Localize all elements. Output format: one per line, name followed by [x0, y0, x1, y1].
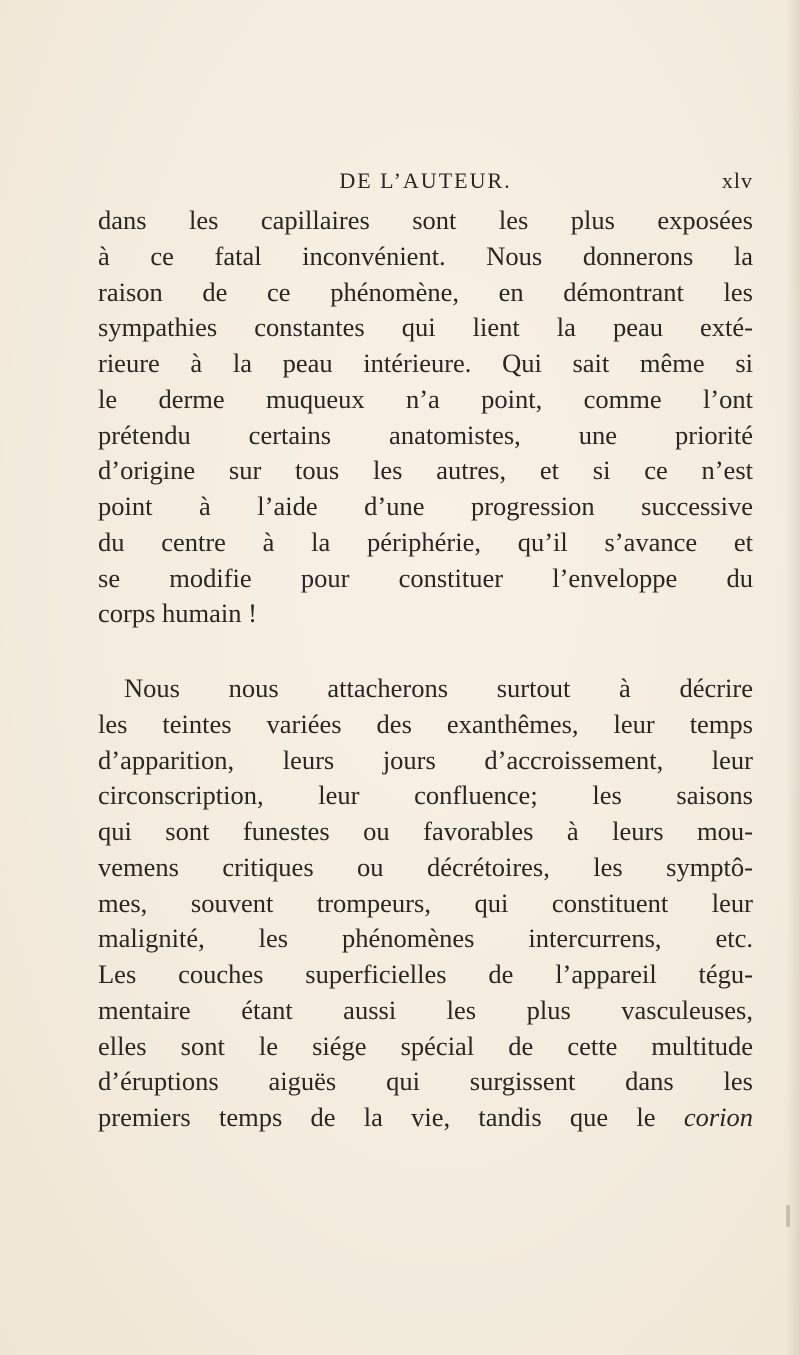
- last-line-text: premiers temps de la vie, tandis que le: [98, 1102, 656, 1132]
- text-line: mes, souvent trompeurs, qui constituent leur: [98, 887, 753, 918]
- body-text: [98, 203, 753, 1136]
- paper-blemish: [786, 1205, 790, 1227]
- paragraph-2: [98, 671, 753, 1136]
- text-line: prétendu certains anatomistes, une priorité: [98, 419, 753, 450]
- text-line: circonscription, leur confluence; les saisons: [98, 780, 753, 811]
- text-line: dans les capillaires sont les plus exposées: [98, 205, 753, 235]
- text-line: corps humain !: [98, 598, 257, 629]
- text-line: les teintes variées des exanthêmes, leur temps: [98, 708, 753, 739]
- text-line: point à l’aide d’une progression successive: [98, 491, 753, 521]
- text-line: Les couches superficielles de l’appareil tégu-: [98, 959, 753, 989]
- text-line: se modifie pour constituer l’enveloppe du: [98, 562, 753, 593]
- text-line: raison de ce phénomène, en démontrant les: [98, 276, 753, 307]
- running-head-title: DE L’AUTEUR.: [339, 168, 512, 193]
- text-line: rieure à la peau intérieure. Qui sait même si: [98, 348, 753, 378]
- text-line: vemens critiques ou décrétoires, les symptô-: [98, 851, 753, 882]
- running-head: [98, 166, 753, 196]
- text-line: sympathies constantes qui lient la peau exté-: [98, 312, 753, 343]
- text-line: Nous nous attacherons surtout à décrire: [124, 673, 753, 703]
- text-line: d’apparition, leurs jours d’accroissement, leur: [98, 744, 753, 775]
- italic-word: corion: [683, 1102, 753, 1132]
- text-line: qui sont funestes ou favorables à leurs mou-: [98, 816, 753, 846]
- text-line: le derme muqueux n’a point, comme l’ont: [98, 383, 753, 414]
- text-line: d’éruptions aiguës qui surgissent dans les: [98, 1066, 753, 1097]
- page-edge-shadow: [786, 0, 800, 1355]
- text-line: d’origine sur tous les autres, et si ce n’est: [98, 455, 753, 486]
- text-line-last: [98, 1100, 753, 1136]
- page-number: xlv: [721, 168, 753, 193]
- paragraph-1: [98, 203, 753, 632]
- paragraph-gap: [98, 632, 753, 671]
- text-line: elles sont le siége spécial de cette multitude: [98, 1030, 753, 1061]
- text-line: malignité, les phénomènes intercurrens, etc.: [98, 923, 753, 954]
- text-line: du centre à la périphérie, qu’il s’avance et: [98, 526, 753, 557]
- text-line: mentaire étant aussi les plus vasculeuses,: [98, 994, 753, 1025]
- text-line: à ce fatal inconvénient. Nous donnerons la: [98, 240, 753, 271]
